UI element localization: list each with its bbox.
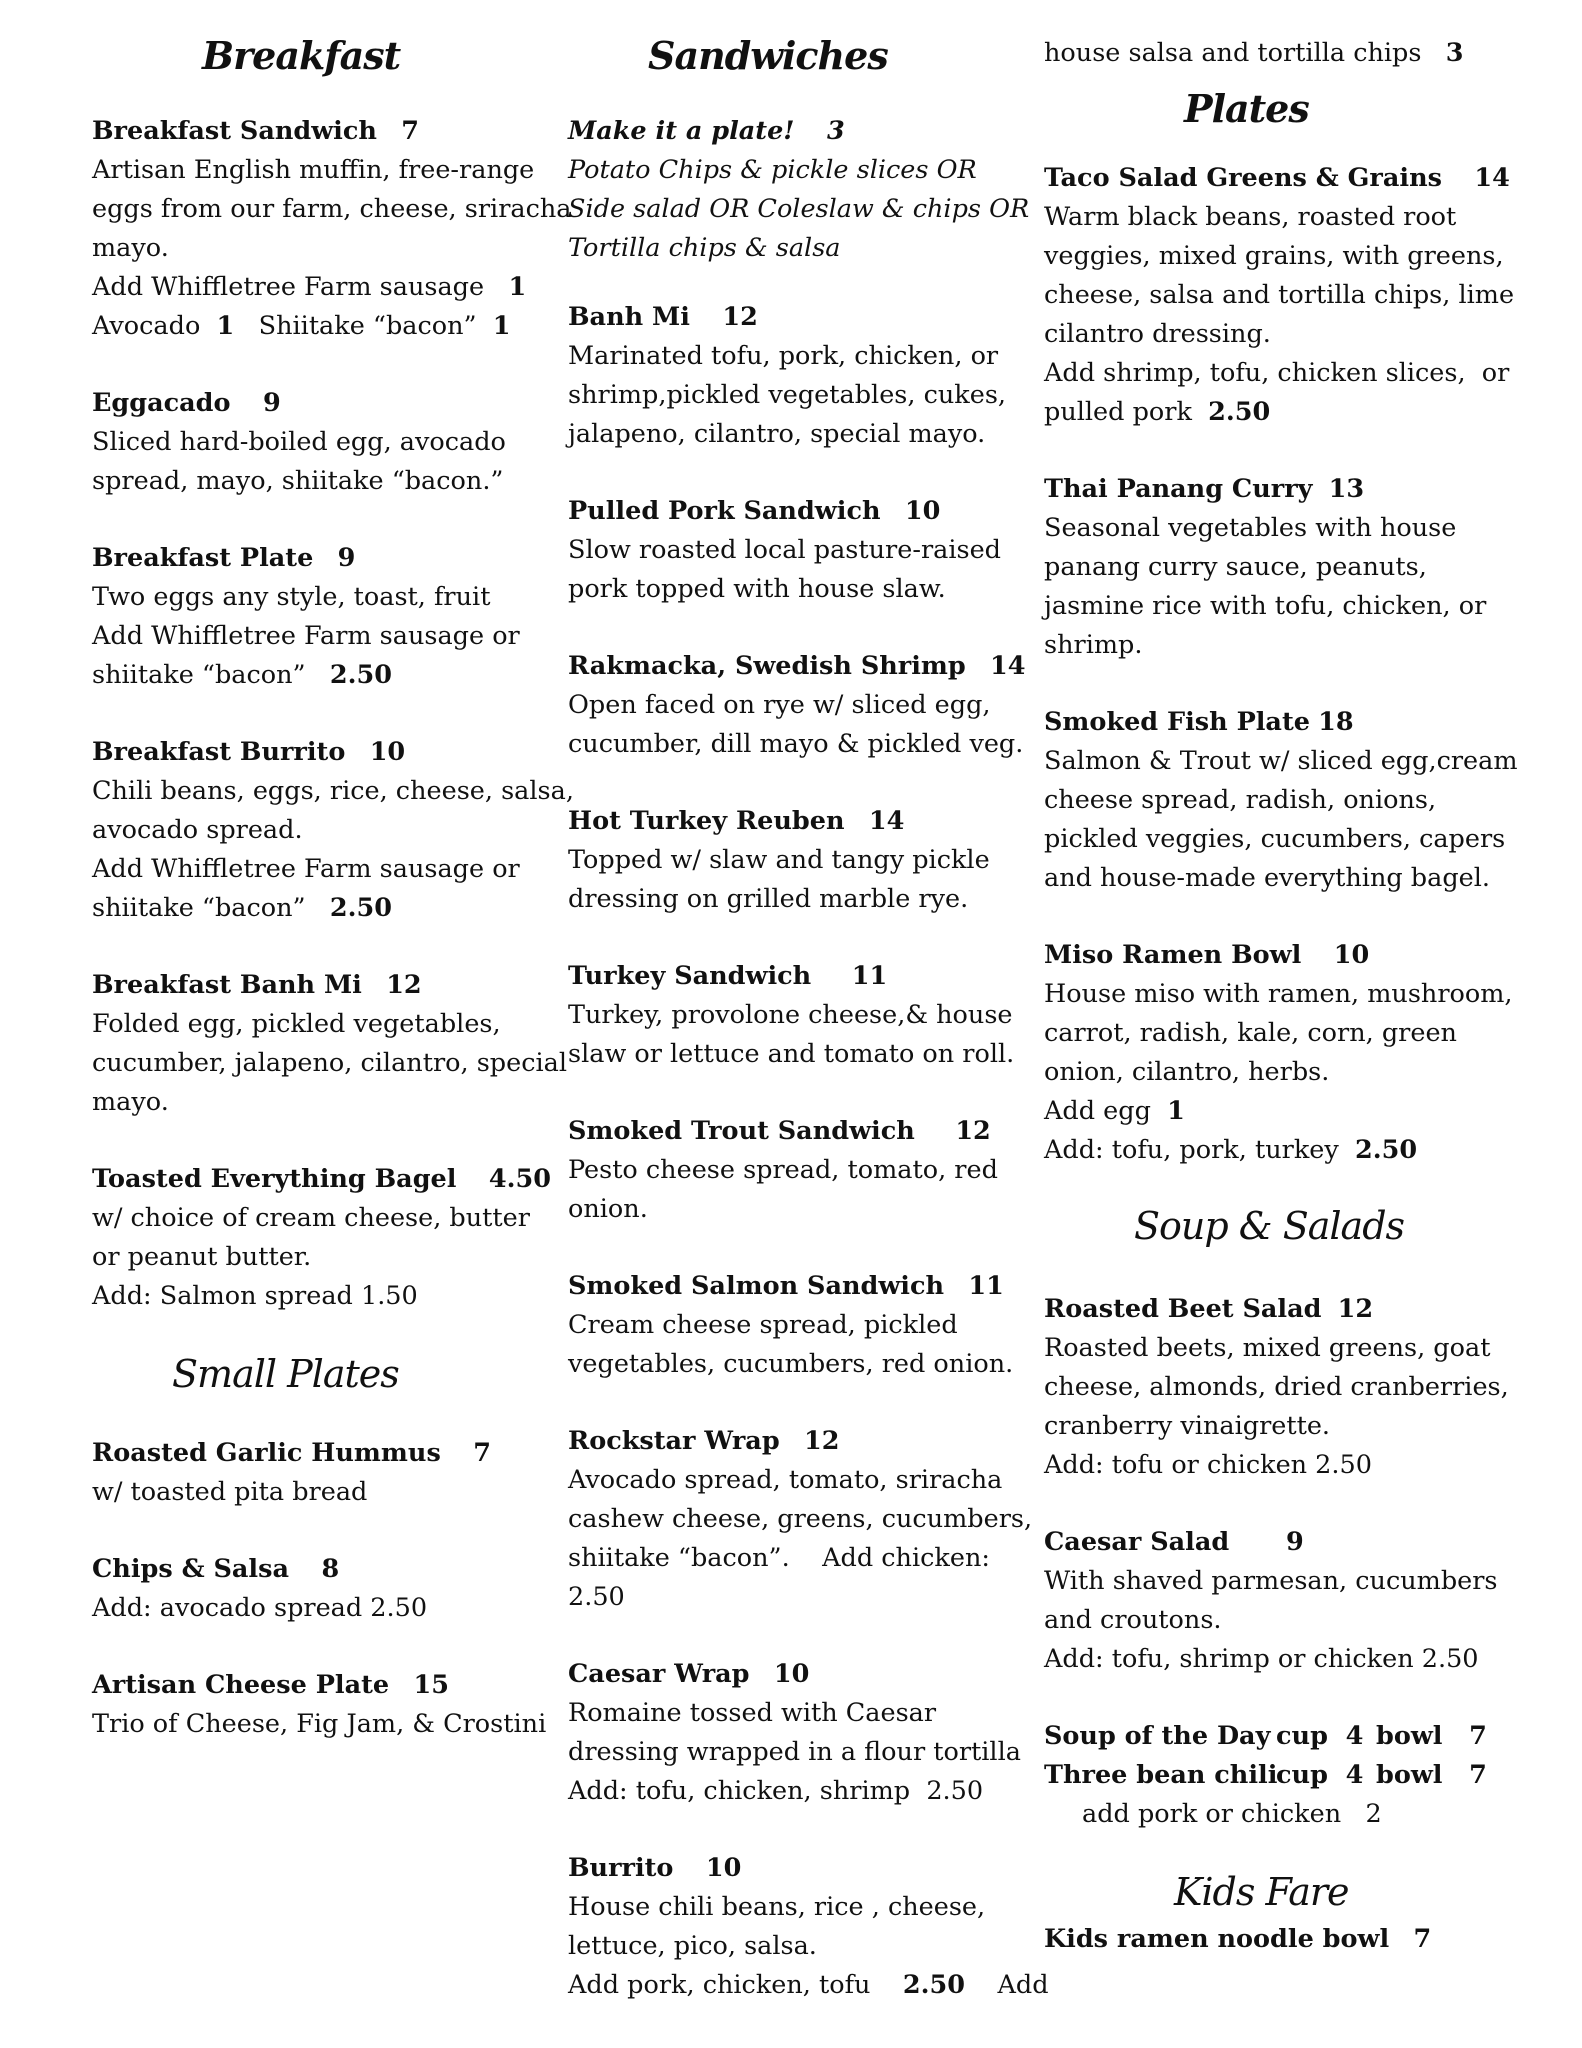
item-desc: Open faced on rye w/ sliced egg, — [568, 690, 991, 720]
item-desc: House chili beans, rice , cheese, — [568, 1892, 986, 1922]
item-price: 13 — [1328, 474, 1365, 504]
item-name: Turkey Sandwich — [568, 961, 812, 991]
item-desc: Marinated tofu, pork, chicken, or — [568, 341, 999, 371]
item-price: 8 — [321, 1554, 340, 1584]
item-desc: Potato Chips & pickle slices OR — [568, 155, 977, 185]
add-on: Add Whiffletree Farm sausage — [92, 272, 485, 302]
plate-upgrade — [568, 112, 1038, 268]
item-desc: shrimp,pickled vegetables, cukes, — [568, 380, 1007, 410]
item-name: Roasted Garlic Hummus — [92, 1438, 441, 1468]
item-name: Caesar Salad — [1044, 1527, 1230, 1557]
menu-item — [1044, 470, 1514, 665]
item-desc: veggies, mixed grains, with greens, — [1044, 241, 1504, 271]
item-price: 12 — [803, 1426, 840, 1456]
item-desc: dressing on grilled marble rye. — [568, 884, 969, 914]
item-price: 15 — [413, 1670, 449, 1700]
item-desc: avocado spread. — [92, 815, 303, 845]
item-desc: Avocado spread, tomato, sriracha — [568, 1465, 1003, 1495]
item-name: Make it a plate! — [568, 116, 795, 146]
soup-cup-price: cup 4 — [1276, 1721, 1364, 1751]
item-desc: cranberry vinaigrette. — [1044, 1411, 1331, 1441]
add-on: Add pork, chicken, tofu — [568, 1970, 871, 2000]
item-desc: Add shrimp, tofu, chicken slices, or — [1044, 358, 1510, 388]
item-desc: Add: tofu or chicken 2.50 — [1044, 1450, 1372, 1480]
item-desc: cheese, salsa and tortilla chips, lime — [1044, 280, 1515, 310]
soup-list — [1044, 1717, 1514, 1834]
item-desc: mayo. — [92, 233, 169, 263]
add-on: shiitake “bacon” — [92, 660, 306, 690]
add-on: Add — [997, 1970, 1049, 2000]
item-desc: cucumber, jalapeno, cilantro, special — [92, 1048, 567, 1078]
item-desc: Topped w/ slaw and tangy pickle — [568, 845, 990, 875]
kids-heading: Kids Fare — [1174, 1870, 1349, 1914]
item-name: Kids ramen noodle bowl — [1044, 1924, 1390, 1954]
item-price: 3 — [1445, 38, 1464, 68]
item-desc: cheese, almonds, dried cranberries, — [1044, 1372, 1509, 1402]
soup-name: Soup of the Day — [1044, 1721, 1271, 1751]
item-desc: Add Whiffletree Farm sausage or — [92, 854, 520, 884]
item-price: 12 — [955, 1116, 991, 1146]
add-on-price: 2.50 — [1355, 1135, 1418, 1165]
soup-cup-price: cup 4 — [1276, 1760, 1364, 1790]
item-name: Breakfast Burrito — [92, 737, 346, 767]
item-name: Chips & Salsa — [92, 1554, 289, 1584]
item-desc: shrimp. — [1044, 630, 1143, 660]
item-desc: pickled veggies, cucumbers, capers — [1044, 824, 1506, 854]
breakfast-heading: Breakfast — [202, 33, 401, 78]
item-desc: and croutons. — [1044, 1605, 1222, 1635]
menu-item — [92, 1550, 562, 1628]
item-desc: cashew cheese, greens, cucumbers, — [568, 1504, 1033, 1534]
item-desc: eggs from our farm, cheese, sriracha — [92, 194, 572, 224]
item-desc: Turkey, provolone cheese,& house — [568, 1000, 1013, 1030]
menu-item — [92, 733, 574, 928]
menu-item — [92, 539, 562, 695]
column-3 — [1044, 28, 1518, 1959]
menu-item — [92, 1434, 562, 1512]
item-desc: Pesto cheese spread, tomato, red — [568, 1155, 998, 1185]
add-on-price: 1 — [508, 272, 527, 302]
item-desc: w/ choice of cream cheese, butter — [92, 1203, 530, 1233]
soup-bowl-price: bowl 7 — [1376, 1721, 1487, 1751]
item-name: Breakfast Banh Mi — [92, 970, 362, 1000]
menu-item — [1044, 1290, 1514, 1485]
item-desc: cucumber, dill mayo & pickled veg. — [568, 729, 1024, 759]
item-price: 12 — [1337, 1294, 1374, 1324]
menu-item — [568, 1267, 1038, 1384]
menu-item — [1044, 159, 1514, 432]
menu-item — [568, 1112, 1038, 1229]
item-price: 14 — [1474, 163, 1510, 193]
item-desc: Add: tofu, shrimp or chicken 2.50 — [1044, 1644, 1479, 1674]
item-desc: shiitake “bacon”. Add chicken: — [568, 1543, 990, 1573]
menu-item — [568, 647, 1038, 764]
item-desc: Add Whiffletree Farm sausage or — [92, 621, 520, 651]
item-desc: panang curry sauce, peanuts, — [1044, 552, 1427, 582]
plates-heading: Plates — [1184, 86, 1309, 131]
item-price: 10 — [369, 737, 406, 767]
item-desc: or peanut butter. — [92, 1242, 312, 1272]
item-desc: Salmon & Trout w/ sliced egg,cream — [1044, 746, 1518, 776]
small-plates-heading: Small Plates — [172, 1352, 399, 1396]
add-on-price: 1 — [216, 311, 235, 341]
menu-item — [1044, 1523, 1514, 1679]
item-price: 7 — [473, 1438, 491, 1468]
item-desc: 2.50 — [568, 1582, 625, 1612]
menu-item — [1044, 703, 1518, 898]
item-price: 10 — [904, 496, 941, 526]
item-desc: w/ toasted pita bread — [92, 1477, 368, 1507]
item-desc: Two eggs any style, toast, fruit — [92, 582, 491, 612]
menu-item — [1044, 936, 1514, 1170]
item-name: Breakfast Plate — [92, 543, 314, 573]
add-on: Add egg — [1044, 1096, 1151, 1126]
item-desc: Slow roasted local pasture-raised — [568, 535, 1001, 565]
menu-item — [568, 1422, 1038, 1617]
continued-text: house salsa and tortilla chips — [1044, 38, 1422, 68]
item-name: Hot Turkey Reuben — [568, 806, 845, 836]
soup-name: Three bean chili — [1044, 1760, 1278, 1790]
item-desc: Add: Salmon spread 1.50 — [92, 1281, 418, 1311]
item-name: Breakfast Sandwich — [92, 116, 377, 146]
item-desc: pork topped with house slaw. — [568, 574, 946, 604]
item-name: Rakmacka, Swedish Shrimp — [568, 651, 966, 681]
item-name: Roasted Beet Salad — [1044, 1294, 1322, 1324]
item-price: 7 — [1413, 1924, 1432, 1954]
item-name: Miso Ramen Bowl — [1044, 940, 1302, 970]
item-price: 12 — [722, 302, 758, 332]
item-desc: Add: tofu, chicken, shrimp 2.50 — [568, 1776, 984, 1806]
column-2 — [568, 28, 1049, 2043]
item-desc: mayo. — [92, 1087, 169, 1117]
item-desc: slaw or lettuce and tomato on roll. — [568, 1039, 1015, 1069]
item-desc: Side salad OR Coleslaw & chips OR — [568, 194, 1030, 224]
menu-item — [568, 1655, 1038, 1811]
item-name: Caesar Wrap — [568, 1659, 750, 1689]
add-on-price: 2.50 — [902, 1970, 966, 2000]
item-name: Smoked Trout Sandwich — [568, 1116, 915, 1146]
add-on: pulled pork — [1044, 397, 1192, 427]
item-price: 18 — [1318, 707, 1354, 737]
sandwiches-heading: Sandwiches — [648, 33, 888, 78]
item-price: 10 — [705, 1853, 742, 1883]
item-desc: lettuce, pico, salsa. — [568, 1931, 817, 1961]
add-on-price: 1 — [492, 311, 511, 341]
item-desc: Trio of Cheese, Fig Jam, & Crostini — [92, 1709, 547, 1739]
item-name: Artisan Cheese Plate — [92, 1670, 390, 1700]
item-desc: vegetables, cucumbers, red onion. — [568, 1349, 1014, 1379]
menu-item — [92, 112, 572, 346]
menu-item — [92, 1160, 562, 1316]
item-price: 14 — [990, 651, 1026, 681]
item-desc: and house-made everything bagel. — [1044, 863, 1491, 893]
item-price: 4.50 — [488, 1164, 551, 1194]
item-price: 3 — [826, 116, 845, 146]
item-desc: Chili beans, eggs, rice, cheese, salsa, — [92, 776, 574, 806]
item-price: 10 — [773, 1659, 810, 1689]
item-desc: cheese spread, radish, onions, — [1044, 785, 1437, 815]
item-name: Rockstar Wrap — [568, 1426, 780, 1456]
item-price: 9 — [1285, 1527, 1304, 1557]
add-on: Avocado — [92, 311, 201, 341]
item-price: 14 — [868, 806, 905, 836]
item-desc: Add: avocado spread 2.50 — [92, 1593, 428, 1623]
soup-bowl-price: bowl 7 — [1376, 1760, 1487, 1790]
add-on: Add: tofu, pork, turkey — [1044, 1135, 1339, 1165]
item-desc: spread, mayo, shiitake “bacon.” — [92, 466, 504, 496]
menu-item — [92, 1666, 562, 1744]
item-name: Taco Salad Greens & Grains — [1044, 163, 1442, 193]
add-on: shiitake “bacon” — [92, 893, 306, 923]
item-name: Thai Panang Curry — [1044, 474, 1313, 504]
menu-item — [568, 1849, 1049, 2005]
add-on-price: 1 — [1167, 1096, 1185, 1126]
item-desc: jasmine rice with tofu, chicken, or — [1044, 591, 1487, 621]
menu-item — [568, 492, 1038, 609]
item-name: Eggacado — [92, 388, 231, 418]
item-desc: With shaved parmesan, cucumbers — [1044, 1566, 1498, 1596]
item-name: Toasted Everything Bagel — [92, 1164, 457, 1194]
item-desc: onion, cilantro, herbs. — [1044, 1057, 1330, 1087]
add-on-price: 2.50 — [329, 660, 393, 690]
item-price: 11 — [851, 961, 888, 991]
item-price: 9 — [337, 543, 356, 573]
item-desc: Sliced hard-boiled egg, avocado — [92, 427, 506, 457]
item-desc: Romaine tossed with Caesar — [568, 1698, 937, 1728]
soup-salads-heading: Soup & Salads — [1134, 1204, 1405, 1248]
menu-item — [568, 298, 1038, 454]
item-name: Burrito — [568, 1853, 674, 1883]
menu-item — [92, 384, 562, 501]
item-desc: Cream cheese spread, pickled — [568, 1310, 958, 1340]
item-desc: dressing wrapped in a flour tortilla — [568, 1737, 1021, 1767]
item-name: Smoked Salmon Sandwich — [568, 1271, 945, 1301]
item-desc: Artisan English muffin, free-range — [92, 155, 535, 185]
add-on-price: 2.50 — [1208, 397, 1271, 427]
menu-item — [92, 966, 567, 1122]
column-1 — [92, 28, 574, 1782]
item-price: 10 — [1333, 940, 1370, 970]
item-desc: cilantro dressing. — [1044, 319, 1271, 349]
item-desc: Seasonal vegetables with house — [1044, 513, 1457, 543]
item-desc: Warm black beans, roasted root — [1044, 202, 1457, 232]
item-price: 7 — [401, 116, 419, 146]
item-name: Pulled Pork Sandwich — [568, 496, 881, 526]
item-desc: Folded egg, pickled vegetables, — [92, 1009, 501, 1039]
item-price: 11 — [968, 1271, 1004, 1301]
add-on: Shiitake “bacon” — [258, 311, 477, 341]
item-price: 9 — [262, 388, 281, 418]
item-desc: onion. — [568, 1194, 648, 1224]
item-desc: Tortilla chips & salsa — [568, 233, 841, 263]
item-desc: House miso with ramen, mushroom, — [1044, 979, 1513, 1009]
item-desc: carrot, radish, kale, corn, green — [1044, 1018, 1457, 1048]
soup-add-on: add pork or chicken 2 — [1082, 1799, 1382, 1829]
menu-item — [568, 957, 1038, 1074]
item-name: Smoked Fish Plate — [1044, 707, 1310, 737]
menu-item — [568, 802, 1038, 919]
item-name: Banh Mi — [568, 302, 690, 332]
item-price: 12 — [386, 970, 422, 1000]
add-on-price: 2.50 — [329, 893, 393, 923]
item-desc: Roasted beets, mixed greens, goat — [1044, 1333, 1491, 1363]
item-desc: jalapeno, cilantro, special mayo. — [568, 419, 986, 449]
